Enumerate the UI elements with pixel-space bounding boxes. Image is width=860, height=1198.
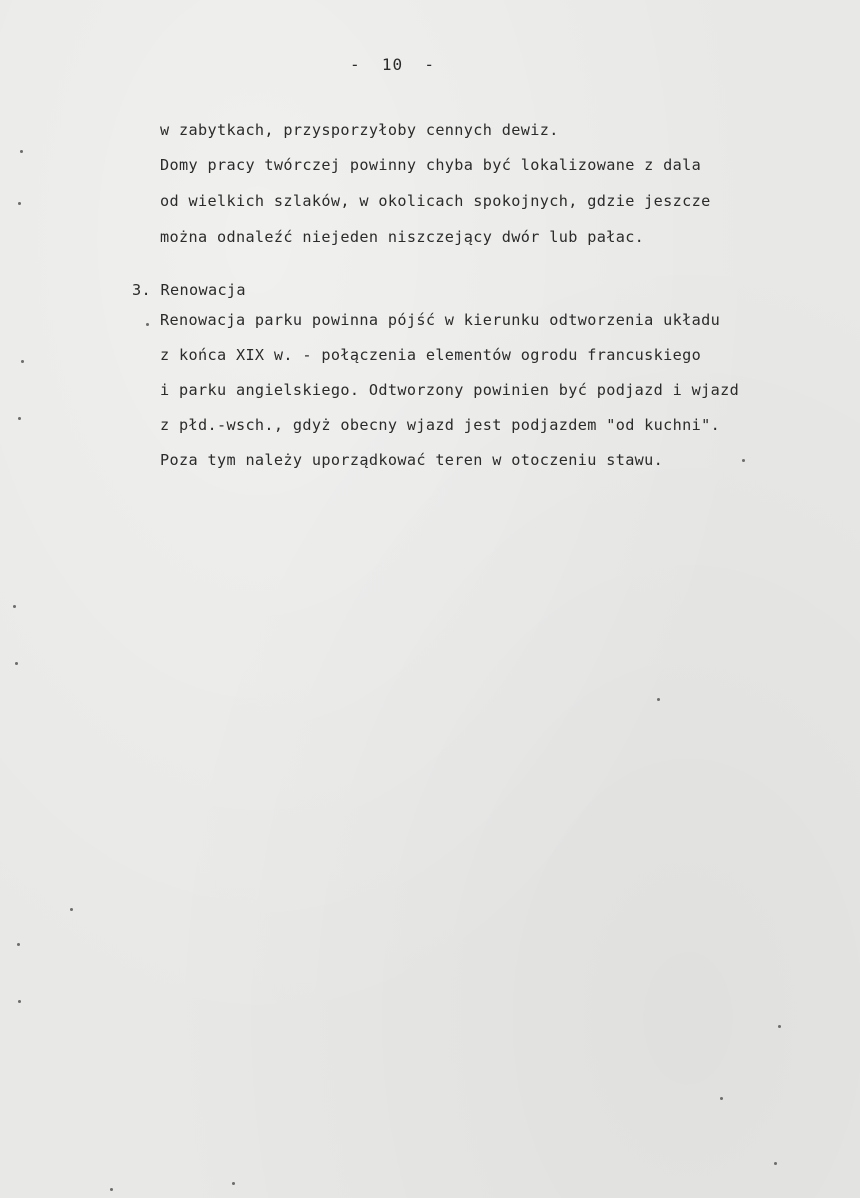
scan-speck — [110, 1188, 113, 1191]
text-line: Domy pracy twórczej powinny chyba być lokalizowane z dala — [160, 156, 702, 174]
scan-speck — [15, 662, 18, 665]
text-line: Poza tym należy uporządkować teren w otoczeniu stawu. — [160, 451, 664, 469]
page-number: - 10 - — [350, 55, 436, 74]
text-line: można odnaleźć niejeden niszczejący dwór lub pałac. — [160, 228, 645, 246]
scan-speck — [18, 1000, 21, 1003]
scan-speck — [70, 908, 73, 911]
scan-speck — [778, 1025, 781, 1028]
scan-speck — [657, 698, 660, 701]
scan-speck — [774, 1162, 777, 1165]
scan-speck — [20, 150, 23, 153]
text-line: od wielkich szlaków, w okolicach spokojnych, gdzie jeszcze — [160, 192, 711, 210]
text-line: Renowacja parku powinna pójść w kierunku odtworzenia układu — [160, 311, 721, 329]
scan-speck — [21, 360, 24, 363]
scan-speck — [742, 459, 745, 462]
scan-speck — [146, 323, 149, 326]
scan-speck — [18, 417, 21, 420]
scan-speck — [720, 1097, 723, 1100]
text-line: z płd.-wsch., gdyż obecny wjazd jest podjazdem "od kuchni". — [160, 416, 721, 434]
scan-speck — [232, 1182, 235, 1185]
scan-speck — [17, 943, 20, 946]
text-line: i parku angielskiego. Odtworzony powinien być podjazd i wjazd — [160, 381, 740, 399]
scan-speck — [18, 202, 21, 205]
text-line: z końca XIX w. - połączenia elementów ogrodu francuskiego — [160, 346, 702, 364]
scan-speck — [13, 605, 16, 608]
section-heading: 3. Renowacja — [132, 281, 246, 299]
text-line: w zabytkach, przysporzyłoby cennych dewiz. — [160, 121, 559, 139]
